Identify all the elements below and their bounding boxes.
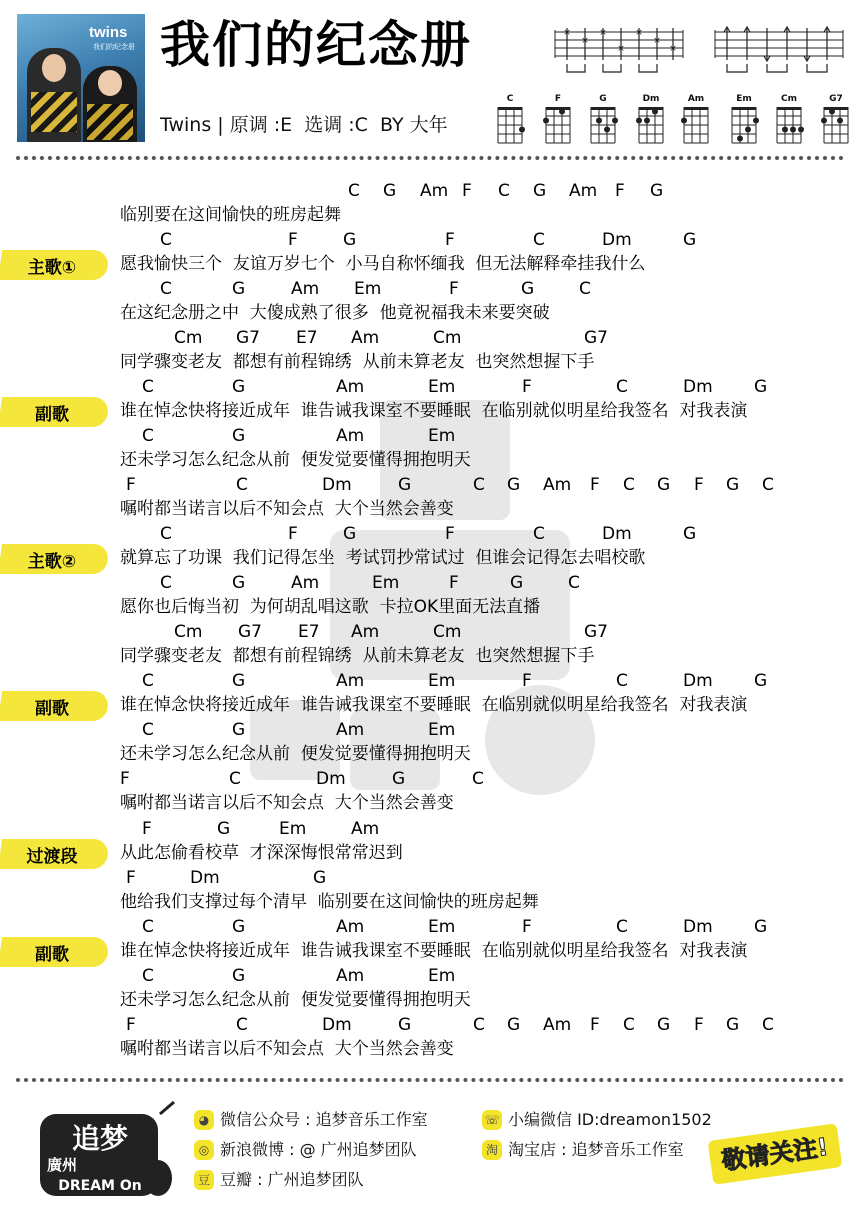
chord-line: [0, 572, 860, 596]
album-cover: [17, 14, 145, 142]
follow-text: 敬请关注!: [720, 1132, 830, 1176]
lyric-line: 就算忘了功课 我们记得怎坐 考试罚抄常试过 但谁会记得怎去唱校歌: [120, 548, 646, 568]
chord-label: F: [288, 524, 298, 544]
chord-label: Em: [428, 720, 456, 740]
chord-line: [0, 965, 860, 989]
chord-label: F: [445, 524, 455, 544]
chord-label: F: [126, 868, 136, 888]
chord-diagram-dm: [633, 94, 669, 145]
chord-label: C: [348, 181, 360, 201]
section-label: 副歌: [0, 691, 108, 721]
footer-wechat-public: 微信公众号 : 追梦音乐工作室: [220, 1110, 428, 1129]
chord-label: G: [754, 377, 768, 397]
chord-label: G7: [236, 328, 260, 348]
footer-douban: 豆瓣 : 广州追梦团队: [220, 1170, 364, 1189]
chord-diagram-label: F: [554, 94, 562, 104]
chord-label: G: [383, 181, 397, 201]
chord-label: C: [236, 475, 248, 495]
chord-label: C: [236, 1015, 248, 1035]
chord-diagram-cm: [771, 94, 807, 145]
strum-pattern-right: [713, 24, 845, 82]
chord-label: C: [623, 1015, 635, 1035]
chord-label: G: [507, 1015, 521, 1035]
chord-label: C: [616, 917, 628, 937]
lyric-line: 谁在悼念快将接近成年 谁告诫我课室不要睡眠 在临别就似明星给我签名 对我表演: [120, 401, 748, 421]
chord-label: Em: [428, 377, 456, 397]
chord-label: F: [522, 377, 532, 397]
section-label: 副歌: [0, 937, 108, 967]
chord-label: F: [142, 819, 152, 839]
chord-diagram-label: Am: [687, 94, 705, 104]
chord-label: C: [579, 279, 591, 299]
chord-label: Dm: [683, 917, 713, 937]
chord-label: Dm: [683, 377, 713, 397]
chord-label: G: [650, 181, 664, 201]
chord-label: Am: [336, 426, 365, 446]
lyric-line: 愿你也后悔当初 为何胡乱唱这歌 卡拉OK里面无法直播: [120, 597, 541, 617]
chord-label: Em: [354, 279, 382, 299]
chord-label: G: [232, 917, 246, 937]
chord-label: F: [522, 917, 532, 937]
chord-label: Dm: [683, 671, 713, 691]
chord-label: C: [762, 475, 774, 495]
chord-label: F: [120, 769, 130, 789]
chord-diagram-f: [540, 94, 576, 145]
chord-label: G: [343, 524, 357, 544]
footer-taobao: 淘宝店 : 追梦音乐工作室: [508, 1140, 684, 1159]
chord-label: F: [449, 573, 459, 593]
chord-label: C: [142, 720, 154, 740]
chord-label: Em: [428, 917, 456, 937]
chord-label: C: [160, 230, 172, 250]
chord-label: G: [521, 279, 535, 299]
chord-label: Am: [336, 720, 365, 740]
chord-diagram-label: Em: [736, 94, 752, 104]
chord-label: Dm: [316, 769, 346, 789]
cover-brand: twins: [89, 24, 128, 41]
lyric-line: 从此怎偷看校草 才深深悔恨常常迟到: [120, 843, 403, 863]
logo-text-top: 追梦: [71, 1122, 129, 1155]
chord-diagram-label: G: [599, 94, 607, 104]
chord-label: E7: [298, 622, 320, 642]
lyric-line: 还未学习怎么纪念从前 便发觉要懂得拥抱明天: [120, 744, 471, 764]
lyric-line: 他给我们支撑过每个清早 临别要在这间愉快的班房起舞: [120, 892, 539, 912]
chord-label: G: [533, 181, 547, 201]
chord-label: G: [313, 868, 327, 888]
chord-label: C: [473, 1015, 485, 1035]
chord-label: Am: [543, 475, 572, 495]
chord-label: G: [754, 671, 768, 691]
chord-label: F: [590, 1015, 600, 1035]
cover-subtitle: 我们的纪念册: [93, 43, 135, 51]
svg-text:×: ×: [599, 28, 607, 38]
chord-label: G: [398, 475, 412, 495]
footer-weibo: 新浪微博 : @ 广州追梦团队: [220, 1140, 417, 1159]
chord-label: Am: [336, 917, 365, 937]
lyric-line: 谁在悼念快将接近成年 谁告诫我课室不要睡眠 在临别就似明星给我签名 对我表演: [120, 695, 748, 715]
chord-label: G: [507, 475, 521, 495]
lyric-line: 在这纪念册之中 大傻成熟了很多 他竟祝福我未来要突破: [120, 303, 550, 323]
chord-label: F: [449, 279, 459, 299]
follow-badge: [708, 1123, 843, 1185]
svg-text:×: ×: [581, 36, 589, 46]
section-label: 副歌: [0, 397, 108, 427]
chord-label: G: [657, 1015, 671, 1035]
cover-person: [27, 48, 81, 142]
chord-label: G7: [584, 328, 608, 348]
footer-wechat-editor: 小编微信 ID:dreamon1502: [508, 1110, 712, 1129]
chord-label: Am: [291, 279, 320, 299]
chord-label: F: [126, 475, 136, 495]
chord-diagram-g: [585, 94, 621, 145]
chord-label: Dm: [602, 230, 632, 250]
chord-label: Em: [428, 426, 456, 446]
chord-diagram-am: [678, 94, 714, 145]
chord-label: C: [142, 966, 154, 986]
divider: [16, 156, 844, 160]
lyric-line: 同学骤变老友 都想有前程锦绣 从前未算老友 也突然想握下手: [120, 646, 595, 666]
chord-diagram-label: Dm: [642, 94, 660, 104]
chord-label: Em: [279, 819, 307, 839]
wechat-icon: ◕: [194, 1110, 214, 1130]
chord-line: [0, 327, 860, 351]
chord-label: C: [623, 475, 635, 495]
lyric-line: 临别要在这间愉快的班房起舞: [120, 205, 341, 225]
chord-label: G: [343, 230, 357, 250]
chord-label: G: [232, 720, 246, 740]
chord-label: C: [568, 573, 580, 593]
chord-label: C: [142, 917, 154, 937]
chord-diagram-label: C: [506, 94, 514, 104]
chord-label: C: [762, 1015, 774, 1035]
chord-label: G: [232, 671, 246, 691]
lyric-line: 谁在悼念快将接近成年 谁告诫我课室不要睡眠 在临别就似明星给我签名 对我表演: [120, 941, 748, 961]
chord-line: [0, 229, 860, 253]
chord-line: [0, 670, 860, 694]
divider: [16, 1078, 844, 1082]
chord-label: Em: [428, 966, 456, 986]
chord-label: G7: [584, 622, 608, 642]
chord-line: [0, 523, 860, 547]
chord-label: Am: [336, 377, 365, 397]
chord-label: C: [472, 769, 484, 789]
chord-label: F: [694, 1015, 704, 1035]
chord-diagram-g7: [818, 94, 854, 145]
svg-text:×: ×: [669, 44, 677, 54]
chord-label: G: [683, 524, 697, 544]
lyric-line: 同学骤变老友 都想有前程锦绣 从前未算老友 也突然想握下手: [120, 352, 595, 372]
chord-label: C: [160, 524, 172, 544]
chord-label: G: [754, 917, 768, 937]
chord-label: F: [126, 1015, 136, 1035]
douban-icon: 豆: [194, 1170, 214, 1190]
chord-label: G: [657, 475, 671, 495]
chord-label: G: [726, 1015, 740, 1035]
chord-label: F: [445, 230, 455, 250]
chord-label: Am: [351, 622, 380, 642]
chord-label: G: [217, 819, 231, 839]
chord-label: F: [522, 671, 532, 691]
chord-label: C: [160, 573, 172, 593]
song-meta: Twins | 原调 :E 选调 :C BY 大年: [160, 114, 448, 136]
chord-label: G: [232, 377, 246, 397]
chord-line: [0, 916, 860, 940]
chord-label: Em: [372, 573, 400, 593]
chord-label: Cm: [433, 328, 462, 348]
chord-line: [0, 278, 860, 302]
chord-label: C: [142, 671, 154, 691]
chord-line: [0, 180, 860, 204]
chord-label: Am: [543, 1015, 572, 1035]
song-title: 我们的纪念册: [160, 16, 472, 74]
chord-label: G: [232, 573, 246, 593]
lyric-line: 愿我愉快三个 友谊万岁七个 小马自称怀缅我 但无法解释牵挂我什么: [120, 254, 646, 274]
lyric-line: 还未学习怎么纪念从前 便发觉要懂得拥抱明天: [120, 990, 471, 1010]
chord-label: G: [510, 573, 524, 593]
chord-label: Em: [428, 671, 456, 691]
chord-label: C: [533, 524, 545, 544]
logo-text-city: 廣州: [46, 1156, 78, 1174]
lyric-line: 还未学习怎么纪念从前 便发觉要懂得拥抱明天: [120, 450, 471, 470]
svg-text:×: ×: [617, 44, 625, 54]
lyric-line: 嘱咐都当诺言以后不知会点 大个当然会善变: [120, 793, 454, 813]
chord-label: Dm: [190, 868, 220, 888]
chord-label: Cm: [174, 328, 203, 348]
dreamon-logo: [22, 1100, 182, 1204]
chord-label: C: [533, 230, 545, 250]
svg-text:×: ×: [653, 36, 661, 46]
chord-label: Am: [291, 573, 320, 593]
chord-line: [0, 818, 860, 842]
chord-label: C: [616, 377, 628, 397]
chord-diagram-em: [726, 94, 762, 145]
chord-label: G: [392, 769, 406, 789]
chord-label: C: [229, 769, 241, 789]
svg-text:×: ×: [563, 28, 571, 38]
strum-pattern-left: [553, 24, 685, 82]
chord-label: G7: [238, 622, 262, 642]
chord-label: Am: [351, 328, 380, 348]
chord-label: Am: [351, 819, 380, 839]
chord-diagram-c: [492, 94, 528, 145]
chat-icon: ☏: [482, 1110, 502, 1130]
chord-label: Cm: [174, 622, 203, 642]
chord-label: G: [232, 966, 246, 986]
chord-label: Cm: [433, 622, 462, 642]
lyric-line: 嘱咐都当诺言以后不知会点 大个当然会善变: [120, 499, 454, 519]
chord-diagram-label: Cm: [781, 94, 797, 104]
chord-line: [0, 621, 860, 645]
chord-label: F: [694, 475, 704, 495]
chord-label: Dm: [602, 524, 632, 544]
chord-line: [0, 1014, 860, 1038]
chord-label: C: [142, 377, 154, 397]
chord-label: C: [473, 475, 485, 495]
svg-text:×: ×: [635, 28, 643, 38]
chord-label: Am: [336, 966, 365, 986]
chord-label: Am: [420, 181, 449, 201]
section-label: 过渡段: [0, 839, 108, 869]
chord-line: [0, 376, 860, 400]
chord-label: C: [498, 181, 510, 201]
chord-label: Am: [336, 671, 365, 691]
chord-line: [0, 867, 860, 891]
taobao-icon: 淘: [482, 1140, 502, 1160]
cover-person: [83, 66, 137, 142]
section-label: 主歌①: [0, 250, 108, 280]
chord-label: G: [683, 230, 697, 250]
chord-label: G: [232, 279, 246, 299]
chord-label: G: [398, 1015, 412, 1035]
chord-label: F: [462, 181, 472, 201]
logo-text-bottom: DREAM On: [58, 1178, 142, 1194]
lyric-line: 嘱咐都当诺言以后不知会点 大个当然会善变: [120, 1039, 454, 1059]
chord-label: C: [142, 426, 154, 446]
chord-line: [0, 425, 860, 449]
chord-line: [0, 768, 860, 792]
chord-label: E7: [296, 328, 318, 348]
chord-line: [0, 719, 860, 743]
chord-label: Am: [569, 181, 598, 201]
chord-label: F: [590, 475, 600, 495]
chord-label: Dm: [322, 1015, 352, 1035]
weibo-icon: ◎: [194, 1140, 214, 1160]
chord-diagram-label: G7: [829, 94, 843, 104]
section-label: 主歌②: [0, 544, 108, 574]
chord-label: F: [288, 230, 298, 250]
chord-label: C: [160, 279, 172, 299]
chord-label: C: [616, 671, 628, 691]
chord-line: [0, 474, 860, 498]
chord-label: Dm: [322, 475, 352, 495]
chord-label: G: [726, 475, 740, 495]
chord-label: G: [232, 426, 246, 446]
chord-label: F: [615, 181, 625, 201]
